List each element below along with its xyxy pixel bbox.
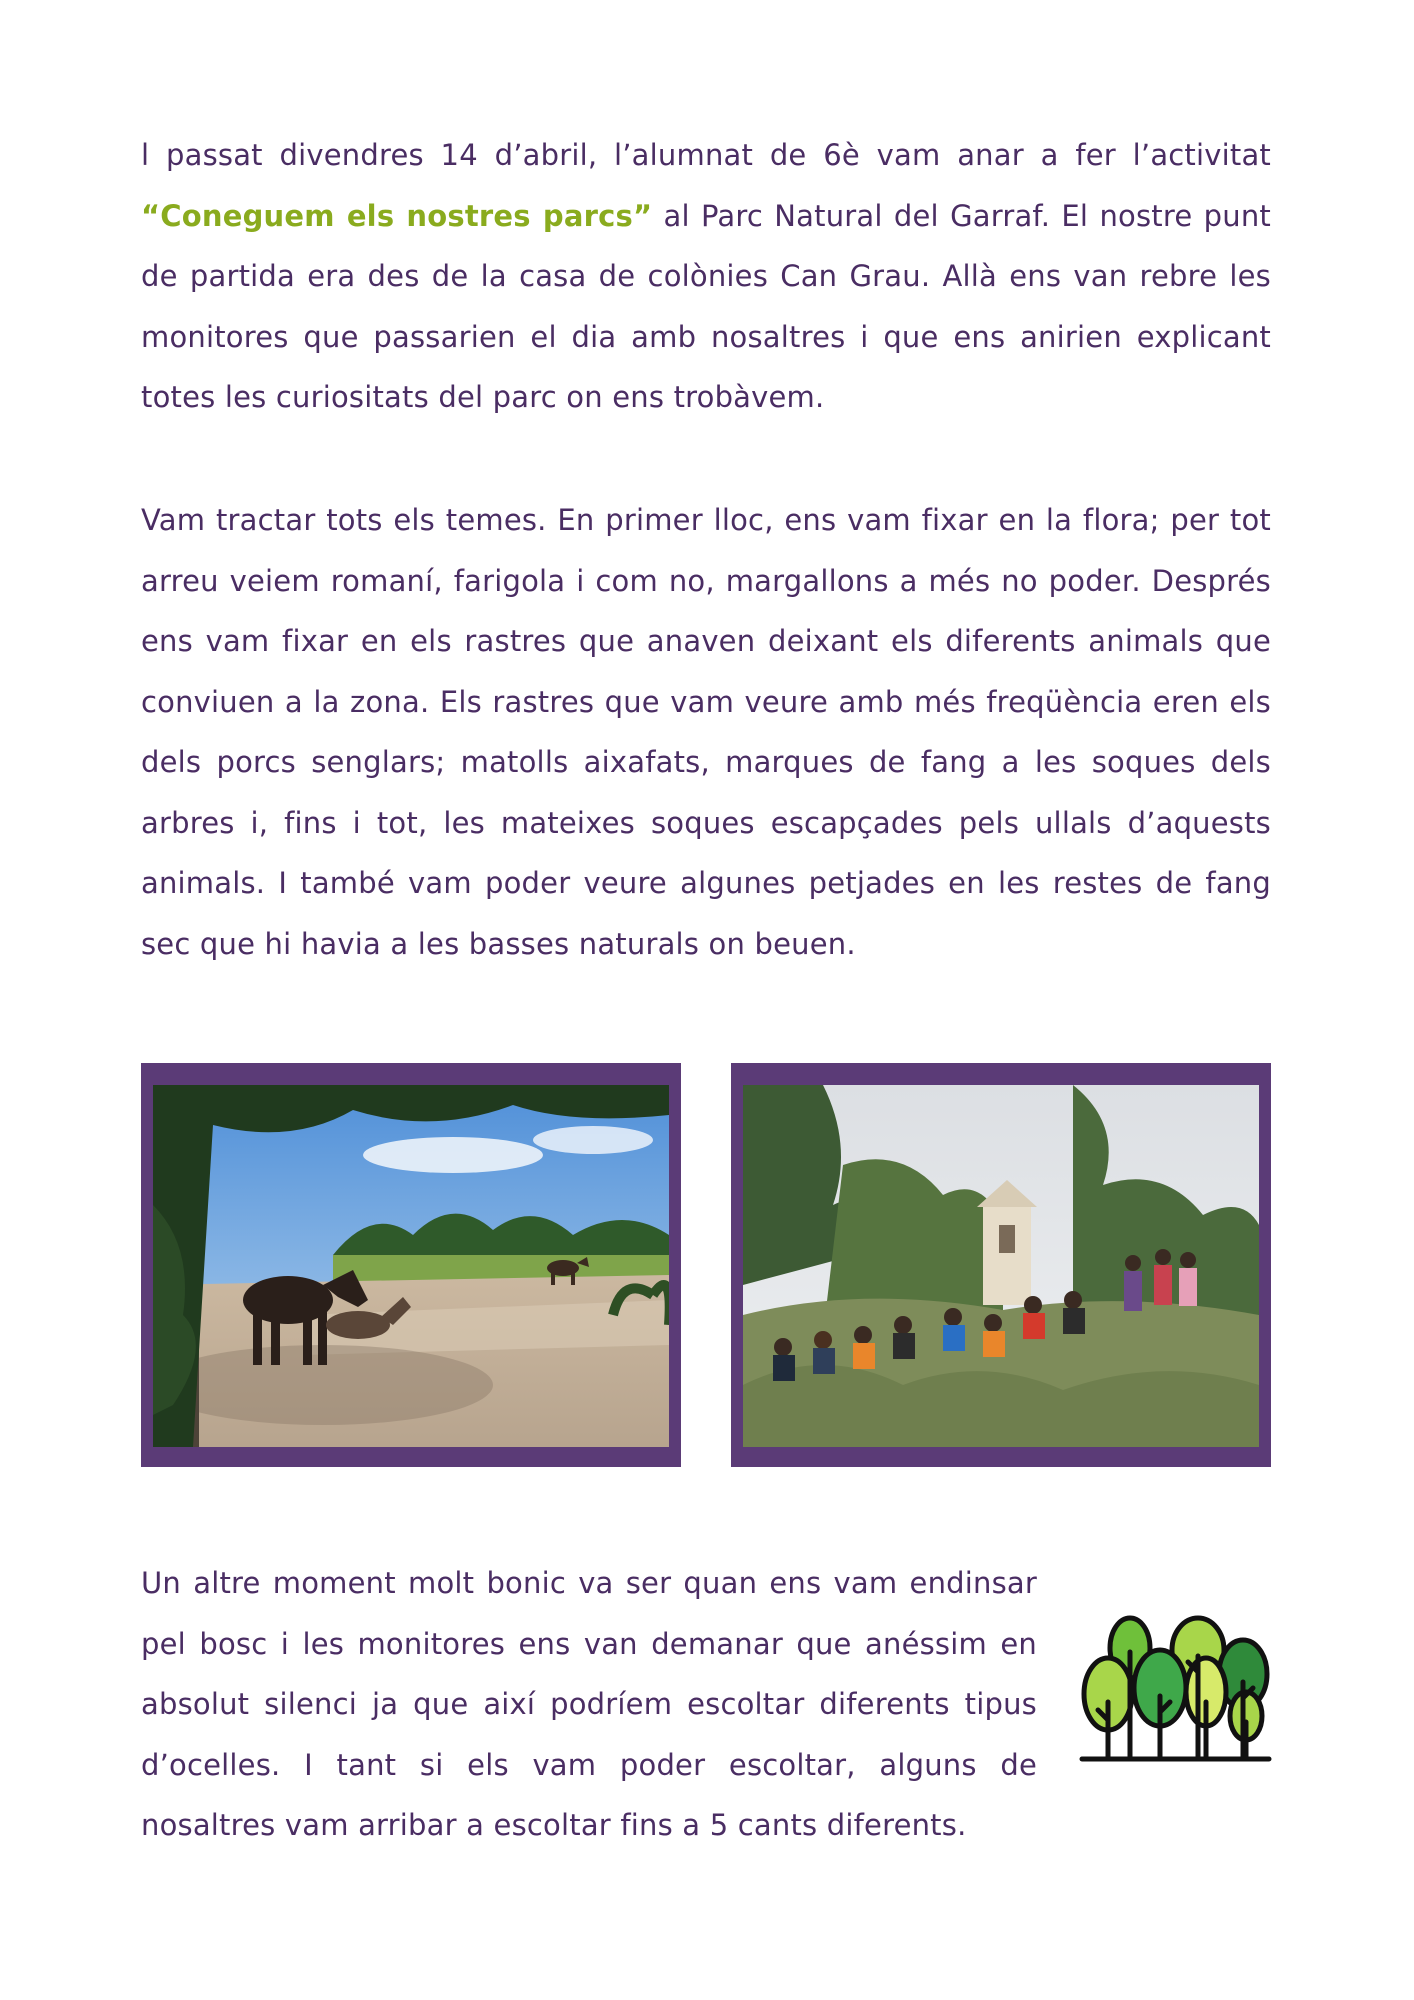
students-photo-frame <box>731 1063 1271 1467</box>
horses-photo-frame <box>141 1063 681 1467</box>
flora-fauna-paragraph: Vam tractar tots els temes. En primer lloc, ens vam fixar en la flora; per tot arreu veiem romaní, farigola i com no, margallons a més no poder. Després ens vam fixar en els rastres que anaven deixant els diferents animals que conviuen a la zona. Els rastres que vam veure amb més freqüència eren els dels porcs senglars; matolls aixafats, marques de fang a les soques dels arbres i, fins i tot, les mateixes soques escapçades pels ullals d’aquests animals. I també vam poder veure algunes petjades en les restes de fang sec que hi havia a les basses naturals on beuen. <box>141 503 1271 961</box>
horses-photo <box>153 1085 669 1447</box>
intro-text-end: al Parc Natural del Garraf. El nostre punt de partida era des de la casa de colònies Can Grau. Allà ens van rebre les monitores que passarien el dia amb nosaltres i que ens anirien explicant totes les curiositats del parc on ens trobàvem. <box>141 198 1271 414</box>
activity-name: “Coneguem els nostres parcs” <box>141 198 653 233</box>
birdsong-paragraph: Un altre moment molt bonic va ser quan ens vam endinsar pel bosc i les monitores ens van demanar que anéssim en absolut silenci ja que així podríem escoltar diferents tipus d’ocelles. I tant si els vam poder escoltar, alguns de nosaltres vam arribar a escoltar fins a 5 cants diferents. <box>141 1566 1037 1842</box>
intro-text-start: l passat divendres 14 d’abril, l’alumnat de 6è vam anar a fer l’activitat <box>141 138 1271 172</box>
forest-trees-icon <box>1078 1612 1273 1767</box>
intro-paragraph <box>141 125 1271 428</box>
students-hiking-photo <box>743 1085 1259 1447</box>
